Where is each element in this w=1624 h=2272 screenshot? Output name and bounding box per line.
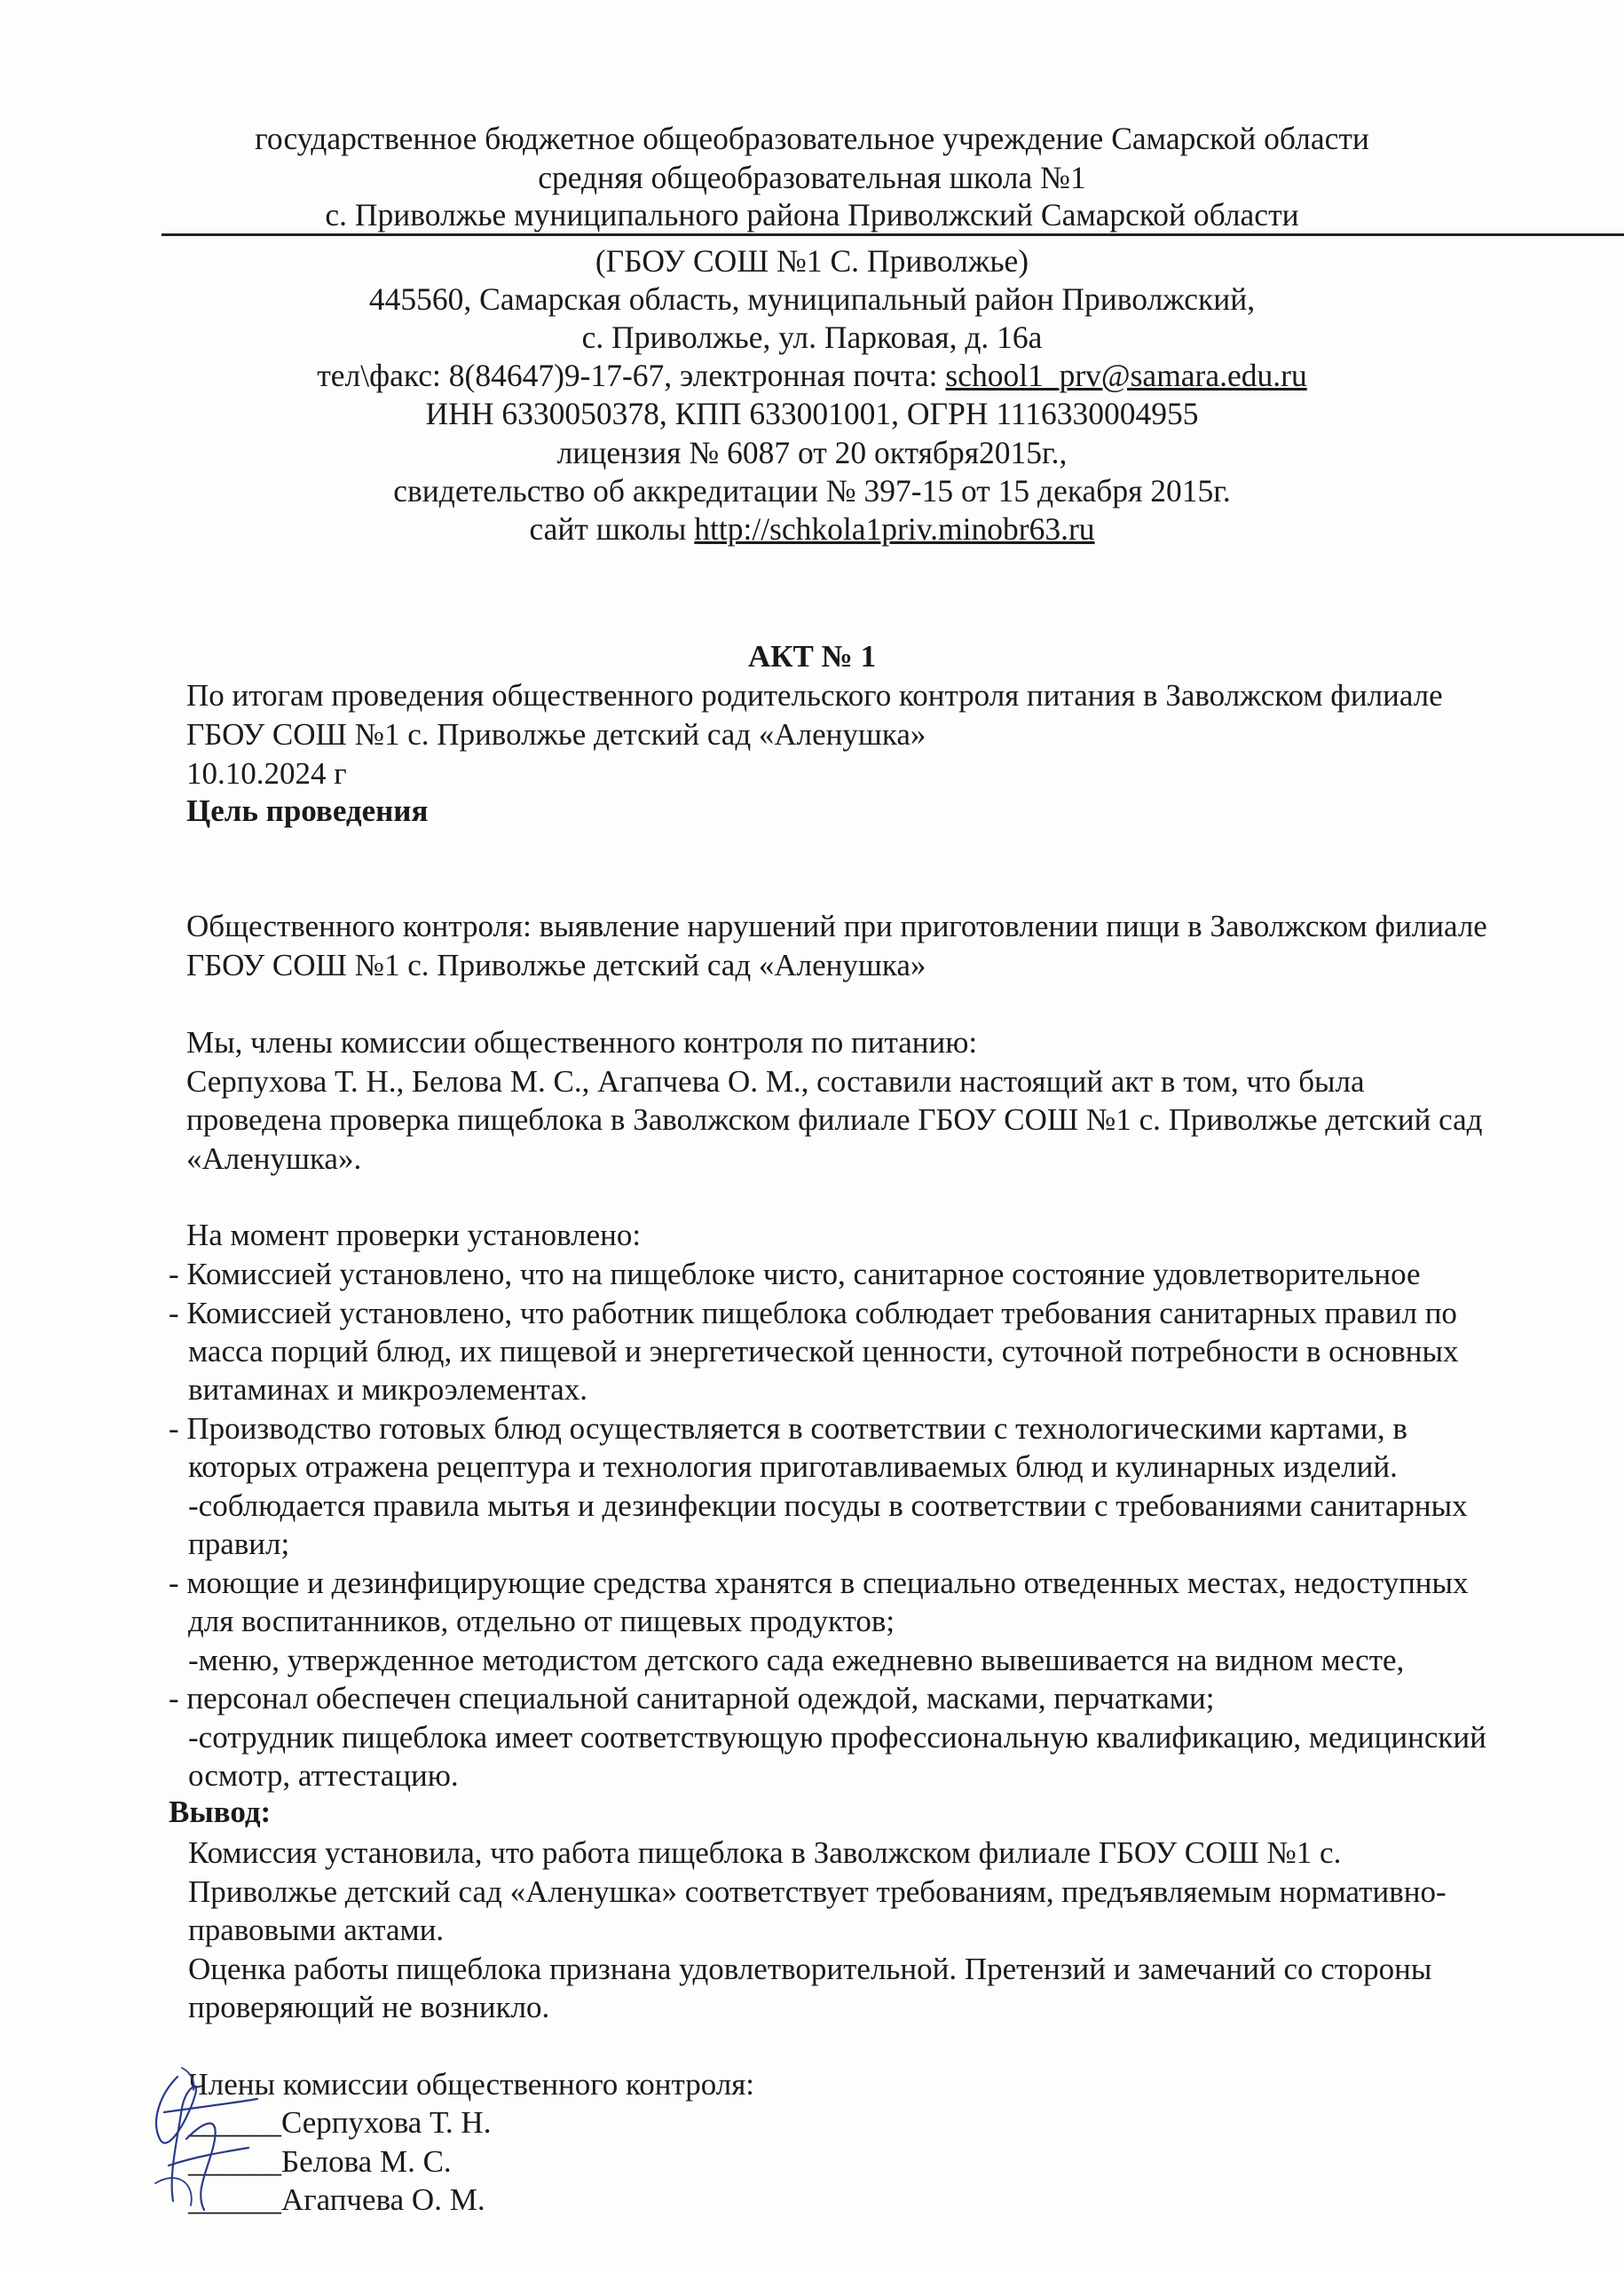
- finding-item: - Производство готовых блюд осуществляется в соответствии с технологическими картами, в: [169, 1411, 1407, 1446]
- act-subtitle-line2: ГБОУ СОШ №1 с. Приволжье детский сад «Аленушка»: [186, 717, 926, 752]
- finding-item: правил;: [188, 1526, 290, 1561]
- signature-blank: ______: [188, 2144, 281, 2179]
- address-line2: с. Приволжье, ул. Парковая, д. 16а: [581, 320, 1043, 355]
- email-link[interactable]: school1_prv@samara.edu.ru: [945, 358, 1307, 393]
- finding-item: -сотрудник пищеблока имеет соответствующую профессиональную квалификацию, медицинский: [188, 1720, 1486, 1755]
- signatory-name: Белова М. С.: [281, 2144, 452, 2179]
- finding-item: для воспитанников, отдельно от пищевых продуктов;: [188, 1604, 895, 1638]
- requisites: ИНН 6330050378, КПП 633001001, ОГРН 1116330004955: [425, 396, 1199, 431]
- signatures-heading: Члены комиссии общественного контроля:: [188, 2067, 755, 2102]
- finding-item: которых отражена рецептура и технология приготавливаемых блюд и кулинарных изделий.: [188, 1449, 1398, 1484]
- site-prefix: сайт школы: [529, 511, 695, 547]
- conclusion-line: правовыми актами.: [188, 1913, 445, 1947]
- signatory-name: Агапчева О. М.: [281, 2182, 485, 2217]
- contact-prefix: тел\факс: 8(84647)9-17-67, электронная почта:: [317, 358, 946, 393]
- finding-item: - Комиссией установлено, что работник пищеблока соблюдает требования санитарных правил по: [169, 1296, 1457, 1330]
- contact-line: [0, 356, 1624, 395]
- members-line3: «Аленушка».: [186, 1141, 362, 1176]
- signatory-name: Серпухова Т. Н.: [281, 2105, 492, 2140]
- finding-item: осмотр, аттестацию.: [188, 1758, 459, 1793]
- org-short-name: (ГБОУ СОШ №1 С. Приволжье): [595, 243, 1029, 279]
- finding-item: -соблюдается правила мытья и дезинфекции посуды в соответствии с требованиями санитарных: [188, 1488, 1468, 1523]
- org-name-line2: средняя общеобразовательная школа №1: [538, 160, 1086, 195]
- goal-heading: Цель проведения: [186, 793, 429, 828]
- members-line1: Серпухова Т. Н., Белова М. С., Агапчева О. М., составили настоящий акт в том, что была: [186, 1064, 1365, 1099]
- conclusion-line: Приволжье детский сад «Аленушка» соответствует требованиям, предъявляемым нормативно-: [188, 1874, 1447, 1909]
- accreditation: свидетельство об аккредитации № 397-15 от 15 декабря 2015г.: [393, 473, 1231, 509]
- goal-line2: ГБОУ СОШ №1 с. Приволжье детский сад «Аленушка»: [186, 948, 926, 982]
- conclusion-heading: Вывод:: [169, 1795, 272, 1829]
- address-line1: 445560, Самарская область, муниципальный район Приволжский,: [368, 281, 1256, 317]
- finding-item: - Комиссией установлено, что на пищеблоке чисто, санитарное состояние удовлетворительное: [169, 1257, 1421, 1291]
- finding-item: - персонал обеспечен специальной санитарной одеждой, масками, перчатками;: [169, 1681, 1215, 1716]
- finding-item: - моющие и дезинфицирующие средства хранятся в специально отведенных местах, недоступных: [169, 1566, 1469, 1600]
- handwritten-signature: [142, 2059, 284, 2219]
- header-divider: [162, 233, 1624, 236]
- license: лицензия № 6087 от 20 октября2015г.,: [556, 435, 1068, 470]
- conclusion-line: проверяющий не возникло.: [188, 1990, 550, 2024]
- finding-item: -меню, утвержденное методистом детского сада ежедневно вывешивается на видном месте,: [188, 1643, 1405, 1677]
- site-line: [0, 509, 1624, 548]
- act-subtitle-line1: По итогам проведения общественного родительского контроля питания в Заволжском филиале: [186, 678, 1443, 713]
- site-link[interactable]: http://schkola1priv.minobr63.ru: [694, 511, 1095, 547]
- act-date: 10.10.2024 г: [186, 756, 347, 791]
- conclusion-line: Оценка работы пищеблока признана удовлетворительной. Претензий и замечаний со стороны: [188, 1952, 1432, 1986]
- finding-item: витаминах и микроэлементах.: [188, 1372, 588, 1407]
- act-title: АКТ № 1: [747, 639, 877, 674]
- signature-blank: ______: [188, 2105, 281, 2140]
- conclusion-line: Комиссия установила, что работа пищеблока в Заволжском филиале ГБОУ СОШ №1 с.: [188, 1835, 1342, 1870]
- goal-line1: Общественного контроля: выявление нарушений при приготовлении пищи в Заволжском филиале: [186, 909, 1487, 943]
- members-line2: проведена проверка пищеблока в Заволжском филиале ГБОУ СОШ №1 с. Приволжье детский сад: [186, 1102, 1483, 1137]
- org-name-line3: с. Приволжье муниципального района Приволжский Самарской области: [325, 197, 1299, 233]
- findings-heading: На момент проверки установлено:: [186, 1218, 642, 1252]
- org-name-line1: государственное бюджетное общеобразовательное учреждение Самарской области: [255, 121, 1369, 156]
- signature-blank: ______: [188, 2182, 281, 2217]
- members-intro: Мы, члены комиссии общественного контроля по питанию:: [186, 1025, 978, 1060]
- finding-item: масса порций блюд, их пищевой и энергетической ценности, суточной потребности в основных: [188, 1334, 1459, 1369]
